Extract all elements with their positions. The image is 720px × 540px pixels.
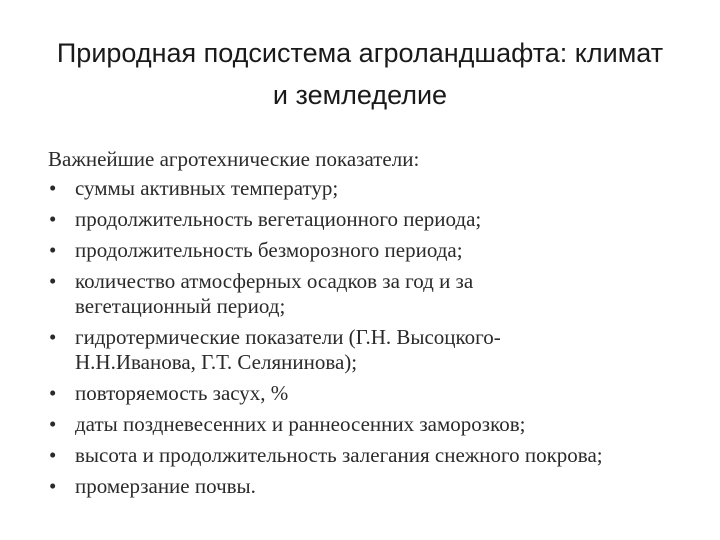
slide-content — [48, 146, 708, 505]
list-item-text: продолжительность безморозного периода; — [75, 238, 463, 262]
list-item — [48, 412, 708, 437]
bullet: • — [49, 238, 57, 262]
indicator-list — [48, 176, 708, 499]
bullet: • — [49, 207, 57, 231]
bullet: • — [49, 381, 57, 405]
list-item — [48, 443, 708, 468]
list-heading: Важнейшие агротехнические показатели: — [48, 147, 420, 171]
bullet: • — [49, 443, 57, 467]
list-item — [48, 238, 708, 263]
list-item-text: даты поздневесенних и раннеосенних заморозков; — [75, 412, 526, 436]
list-item — [48, 381, 708, 406]
list-item-text: промерзание почвы. — [75, 474, 256, 498]
bullet: • — [49, 269, 57, 293]
list-item-text: вегетационный период; — [75, 294, 286, 318]
list-item — [48, 176, 708, 201]
list-item — [48, 325, 708, 375]
list-item — [48, 207, 708, 232]
list-item-text: повторяемость засух, % — [75, 381, 289, 405]
bullet: • — [49, 325, 57, 349]
list-item-text: Н.Н.Иванова, Г.Т. Селянинова); — [75, 350, 358, 374]
slide-title-line: и земледелие — [272, 80, 448, 110]
slide-title-line: Природная подсистема агроландшафта: климат — [56, 38, 664, 68]
list-item — [48, 269, 708, 319]
slide-title — [10, 32, 710, 116]
list-item-text: количество атмосферных осадков за год и за — [75, 269, 474, 293]
list-item-text: суммы активных температур; — [75, 176, 339, 200]
list-item-text: гидротермические показатели (Г.Н. Высоцкого- — [75, 325, 501, 349]
bullet: • — [49, 176, 57, 200]
bullet: • — [49, 474, 57, 498]
list-item-text: продолжительность вегетационного периода; — [75, 207, 482, 231]
bullet: • — [49, 412, 57, 436]
list-item-text: высота и продолжительность залегания снежного покрова; — [75, 443, 603, 467]
list-item — [48, 474, 708, 499]
